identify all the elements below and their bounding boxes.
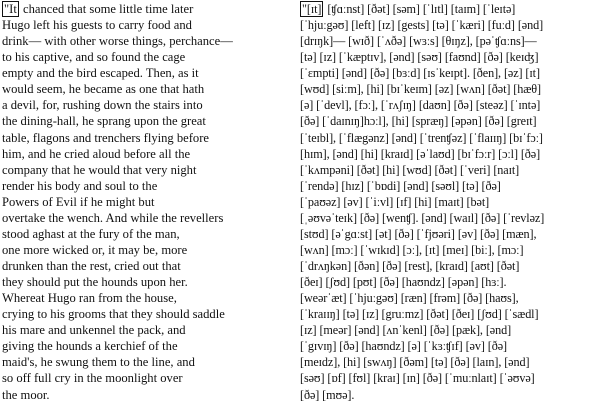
- passage-line: Hugo left his guests to carry food and: [2, 18, 192, 33]
- transcription-line: [weərˈæt] [ˈhjuːgəʊ] [ræn] [frəm] [ðə] [haʊs],: [300, 291, 519, 306]
- transcription-line: [drɪŋk]— [wɪð] [ˈʌðə] [wɜːs] [θɪŋz], [pəˈʧɑːns]—: [300, 34, 537, 49]
- passage-line: one more wicked or, it may be, more: [2, 242, 188, 257]
- transcription-line: [ˈdrʌŋkən] [ðən] [ðə] [rest], [kraɪd] [aʊt] [ðət]: [300, 259, 520, 273]
- transcription-line: [ðeɪ] [ʃʊd] [pʊt] [ðə] [haʊndz] [əpən] [hɜː].: [300, 275, 507, 290]
- passage-line: overtake the wench. And while the revellers: [2, 210, 224, 225]
- passage-line: him, and he cried aloud before all the: [2, 146, 191, 161]
- transcription-line: [ˈɛmpti] [ənd] [ðə] [bɜːd] [ɪsˈkeɪpt]. [ðen], [əz] [ɪt]: [300, 66, 540, 81]
- passage-line: the dining-hall, he sprang upon the great: [2, 114, 206, 129]
- transcription-line: [wʌn] [mɔː] [ˈwɪkɪd] [ɔː], [ɪt] [meɪ] [biː], [mɔː]: [300, 242, 524, 257]
- transcription-line: [ˈteɪbl], [ˈflægənz] [ənd] [ˈtrenʧəz] [ˈflaɪɪŋ] [bɪˈfɔː]: [300, 130, 543, 145]
- passage-line: Whereat Hugo ran from the house,: [2, 291, 177, 306]
- transcription-line: [ðə] [ˈdaɪnɪŋ]hɔːl], [hi] [spræŋ] [əpən] [ðə] [greɪt]: [300, 114, 537, 129]
- passage-line: they should put the hounds upon her.: [2, 275, 188, 290]
- passage-line: stood aghast at the fury of the man,: [2, 226, 180, 241]
- transcription-line: [wʊd] [siːm], [hi] [bɪˈkeɪm] [əz] [wʌn] [ðət] [hæθ]: [300, 82, 541, 97]
- passage-line: so off full cry in the moonlight over: [2, 371, 183, 386]
- passage-line: company that he would that very night: [2, 162, 197, 177]
- transcription-line: [ˈgɪvɪŋ] [ðə] [haʊndz] [ə] [ˈkɜːʧɪf] [əv] [ðə]: [300, 339, 507, 354]
- passage-line: crying to his grooms that they should saddle: [2, 307, 225, 322]
- passage-line: table, flagons and trenchers flying before: [2, 130, 210, 145]
- transcription-line: [ˈkʌmpəni] [ðət] [hi] [wʊd] [ðət] [ˈveri] [naɪt]: [300, 162, 520, 177]
- passage-line: [2, 1, 294, 17]
- first-word-box: "It: [4, 2, 17, 16]
- passage-line: a devil, for, rushing down the stairs into: [2, 98, 203, 113]
- passage-line: to his captive, and so found the cage: [2, 50, 186, 65]
- passage-line: the moor.: [2, 387, 50, 402]
- passage-line: his mare and unkennel the pack, and: [2, 323, 186, 338]
- transcription-column: [300, 1, 590, 411]
- transcription-line: [meɪdz], [hi] [swʌŋ] [ðəm] [tə] [ðə] [laɪn], [ənd]: [300, 355, 530, 370]
- passage-line: render his body and soul to the: [2, 178, 158, 193]
- transcription-line: [ˈrendə] [hɪz] [ˈbɒdi] [ənd] [səʊl] [tə] [ðə]: [300, 178, 501, 193]
- transcription-line: [hɪm], [ənd] [hi] [kraɪd] [əˈlaʊd] [bɪˈfɔːr] [ɔːl] [ðə]: [300, 146, 541, 161]
- transcription-line: [ˌəʊvəˈteɪk] [ðə] [wenʧ]. [ənd] [waɪl] [ðə] [ˈrevləz]: [300, 210, 545, 225]
- passage-line: drink— with other worse things, perchance—: [2, 34, 233, 49]
- transcription-line: [300, 1, 590, 17]
- passage-line-text: chanced that some little time later: [19, 2, 194, 16]
- passage-line: would seem, he became as one that hath: [2, 82, 205, 97]
- transcription-line: [ˈhjuːgəʊ] [left] [ɪz] [gests] [tə] [ˈkæri] [fuːd] [ənd]: [300, 18, 544, 33]
- transcription-line: [tə] [ɪz] [ˈkæptɪv], [ənd] [səʊ] [faʊnd] [ðə] [keɪʤ]: [300, 50, 539, 65]
- transcription-line-text: [ʧɑːnst] [ðət] [səm] [ˈlɪtl] [taɪm] [ˈleɪtə]: [324, 2, 516, 16]
- transcription-line: [ˈkraɪɪŋ] [tə] [ɪz] [gruːmz] [ðət] [ðeɪ] [ʃʊd] [ˈsædl]: [300, 307, 539, 322]
- first-transcription-box: "[ɪt]: [302, 2, 322, 16]
- transcription-line: [ðə] [mʊə].: [300, 387, 355, 402]
- passage-line: Powers of Evil if he might but: [2, 194, 155, 209]
- passage-line: maid's, he swung them to the line, and: [2, 355, 195, 370]
- passage-line: empty and the bird escaped. Then, as it: [2, 66, 199, 81]
- transcription-line: [ə] [ˈdevl], [fɔː], [ˈrʌʃɪŋ] [daʊn] [ðə] [steəz] [ˈɪntə]: [300, 98, 541, 113]
- passage-line: giving the hounds a kerchief of the: [2, 339, 178, 354]
- transcription-line: [səʊ] [ɒf] [fʊl] [kraɪ] [ɪn] [ðə] [ˈmuːnlaɪt] [ˈəʊvə]: [300, 371, 535, 386]
- passage-line: drunken than the rest, cried out that: [2, 259, 181, 273]
- transcription-line: [ɪz] [meər] [ənd] [ʌnˈkenl] [ðə] [pæk], [ənd]: [300, 323, 512, 338]
- transcription-line: [stʊd] [əˈgɑːst] [ət] [ðə] [ˈfjʊəri] [əv] [ðə] [mæn],: [300, 226, 537, 241]
- transcription-line: [ˈpaʊəz] [əv] [ˈiːvl] [ɪf] [hi] [maɪt] [bət]: [300, 194, 490, 209]
- passage-column: [2, 1, 294, 411]
